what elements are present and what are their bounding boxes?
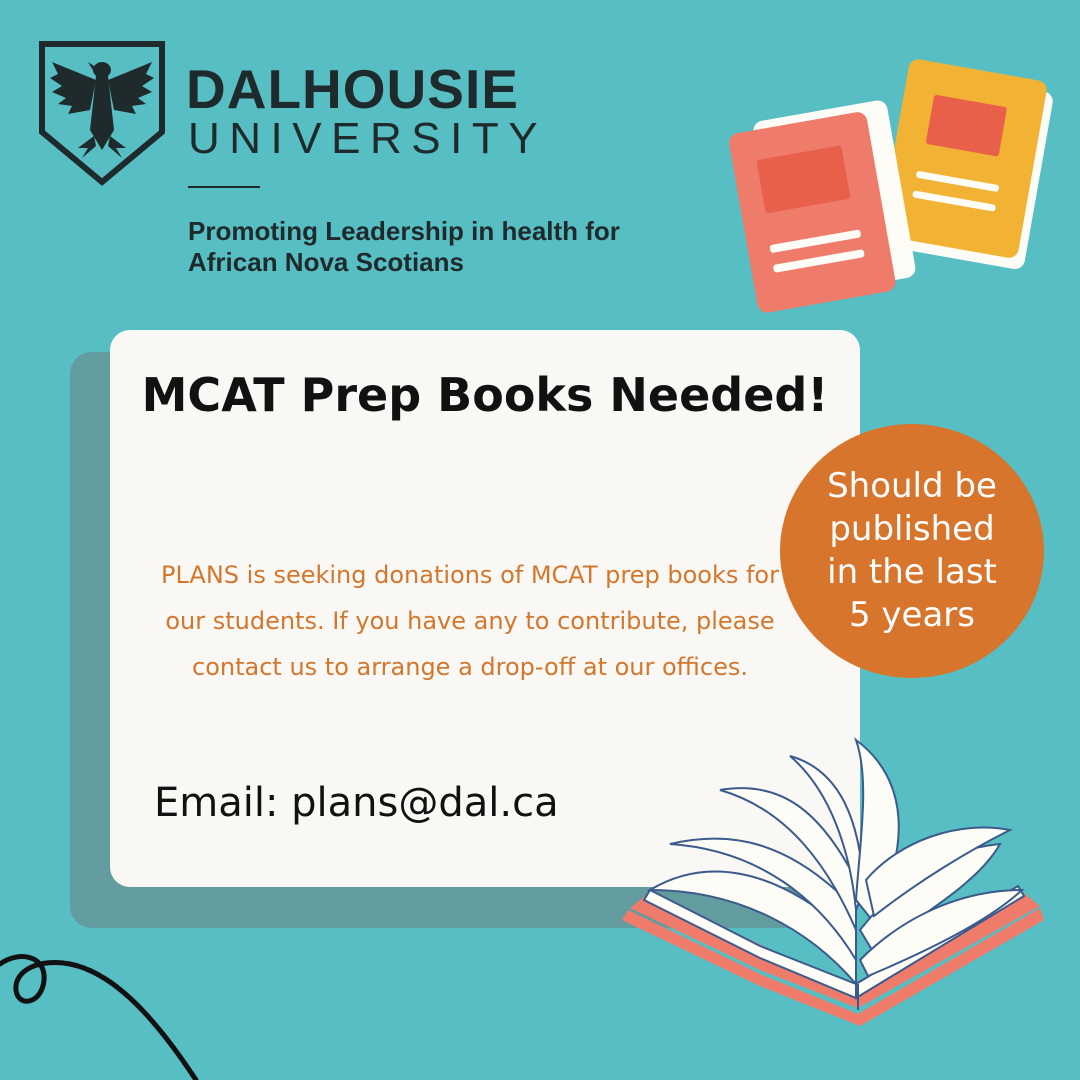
contact-email: Email: plans@dal.ca xyxy=(154,780,559,826)
closed-book-icon xyxy=(720,40,1060,310)
university-crest-icon xyxy=(38,40,166,186)
open-book-icon xyxy=(610,740,1050,1040)
logo-name: DALHOUSIE xyxy=(186,58,519,120)
tagline: Promoting Leadership in health for African Nova Scotians xyxy=(188,216,620,277)
logo-divider xyxy=(188,186,260,188)
card-title: MCAT Prep Books Needed! xyxy=(141,368,829,422)
squiggle-decoration xyxy=(0,930,200,1080)
card-body: PLANS is seeking donations of MCAT prep books for our students. If you have any to contribute, please contact us to arrange a drop-off at our offices. xyxy=(161,561,779,681)
publication-badge xyxy=(780,424,1044,678)
badge-text: Should be published in the last 5 years xyxy=(827,466,997,635)
logo-subname: UNIVERSITY xyxy=(188,114,548,163)
